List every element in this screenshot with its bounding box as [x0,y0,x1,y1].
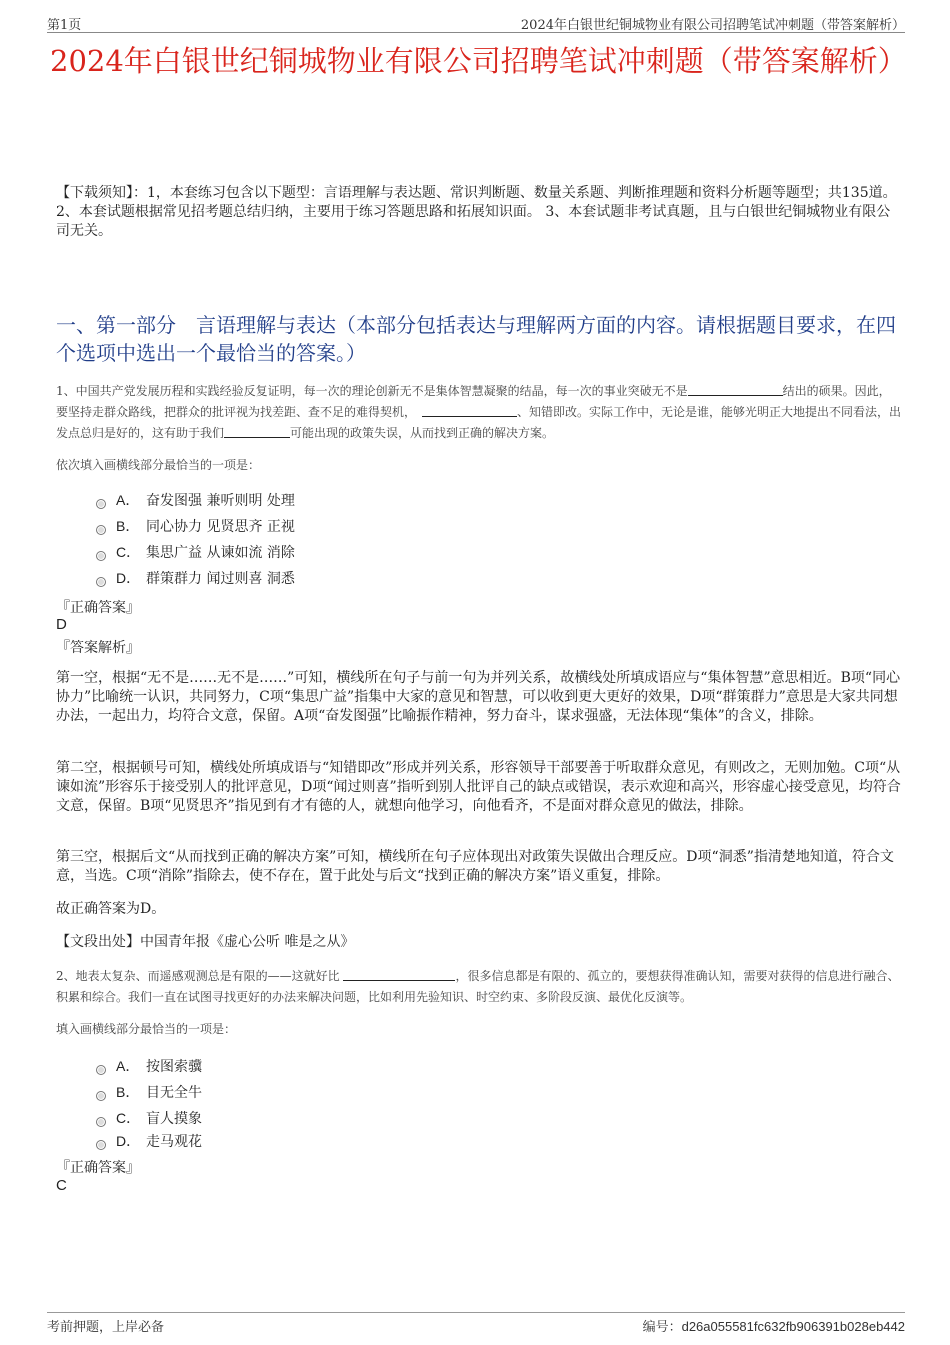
analysis-paragraph: 第三空，根据后文“从而找到正确的解决方案”可知，横线所在句子应体现出对政策失误做出合理反应。D项“洞悉”指清楚地知道，符合文意，当选。C项“消除”指除去，使不存在，置于此处与后文“找到正确的解决方案”语义重复，排除。 [56,849,894,884]
option-text: 按图索骥 [146,1059,202,1075]
q2-text-part: ，很多信息都是有限的、孤立的，要想获得准确认知，需要对获得的信息进行融合、积累和综合。我们一直在试图寻找更好的办法来解决问题，比如利用先验知识、时空约束、多阶段反演、最优化反演等。 [56,969,900,1004]
question-2-prompt: 填入画横线部分最恰当的一项是： [56,1022,237,1036]
page-header [47,12,905,33]
q1-text-part: 1、中国共产党发展历程和实践经验反复证明，每一次的理论创新无不是集体智慧凝聚的结晶，每一次的事业突破无不是 [56,384,688,398]
option-text: 群策群力 闻过则喜 洞悉 [146,571,295,587]
radio-icon[interactable] [96,499,106,509]
radio-icon[interactable] [96,525,106,535]
option-letter: B． [116,1084,140,1100]
option-a[interactable] [96,1053,202,1079]
option-letter: D． [116,570,141,586]
option-b[interactable] [96,1079,202,1105]
analysis-paragraph: 第一空，根据“无不是……无不是……”可知，横线所在句子与前一句为并列关系，故横线处所填成语应与“集体智慧”意思相近。B项“同心协力”比喻统一认识，共同努力，C项“集思广益”指集中大家的意见和智慧，可以收到更大更好的效果，D项“群策群力”意思是大家共同想办法，一起出力，均符合文意，保留。A项“奋发图强”比喻振作精神，努力奋斗，谋求强盛，无法体现“集体”的含义，排除。 [56,670,901,724]
answer-value: D [56,616,67,633]
header-doc-title: 2024年白银世纪铜城物业有限公司招聘笔试冲刺题（带答案解析） [520,18,905,33]
fill-blank [422,403,517,417]
radio-icon[interactable] [96,1117,106,1127]
question-2-stem [56,966,902,1008]
answer-label: 『正确答案』 [56,1160,140,1176]
question-1-stem [56,381,902,444]
fill-blank [343,967,455,981]
question-1-prompt: 依次填入画横线部分最恰当的一项是： [56,458,261,472]
document-title: 2024年白银世纪铜城物业有限公司招聘笔试冲刺题（带答案解析） [50,44,907,78]
option-a[interactable] [96,487,295,513]
q1-text-part: 可能出现的政策失误，从而找到正确的解决方案。 [290,426,555,440]
source-citation: 【文段出处】中国青年报《虚心公听 唯是之从》 [56,934,355,950]
option-text: 同心协力 见贤思齐 正视 [146,519,295,535]
q2-text-part: 2、地表太复杂、而遥感观测总是有限的——这就好比 [56,969,340,983]
section-heading: 一、第一部分 言语理解与表达（本部分包括表达与理解两方面的内容。请根据题目要求，在四个选项中选出一个最恰当的答案。） [56,313,896,365]
option-c[interactable] [96,1105,202,1131]
option-text: 目无全牛 [146,1085,202,1101]
analysis-label: 『答案解析』 [56,640,140,656]
footer-slogan: 考前押题，上岸必备 [47,1320,165,1335]
code-value: d26a055581fc632fb906391b028eb442 [681,1319,905,1334]
document-code [643,1316,905,1335]
radio-icon[interactable] [96,577,106,587]
option-letter: B． [116,518,140,534]
option-d[interactable] [96,565,295,591]
option-letter: C． [116,1110,141,1126]
fill-blank [224,424,290,438]
option-letter: C． [116,544,141,560]
option-letter: A． [116,492,140,508]
option-text: 走马观花 [146,1134,202,1150]
question-2-options [96,1053,202,1151]
radio-icon[interactable] [96,1091,106,1101]
option-text: 奋发图强 兼听则明 处理 [146,493,295,509]
page-footer [47,1312,905,1335]
radio-icon[interactable] [96,1140,106,1150]
option-d[interactable] [96,1131,202,1151]
q1-text-part: 结出的硕果。因此，要坚持走群众路线，把群众的批评视为找差距、查不足的难得契机， [56,384,891,419]
code-label: 编号： [642,1320,682,1335]
option-b[interactable] [96,513,295,539]
option-c[interactable] [96,539,295,565]
fill-blank [688,382,783,396]
answer-value: C [56,1177,67,1194]
answer-label: 『正确答案』 [56,600,140,616]
download-notice: 【下载须知】：1，本套练习包含以下题型：言语理解与表达题、常识判断题、数量关系题、判断推理题和资料分析题等题型；共135道。 2、本套试题根据常见招考题总结归纳，主要用于练习答题思路和拓展知识面。 3、本套试题非考试真题，且与白银世纪铜城物业有限公司无关。 [56,185,897,239]
radio-icon[interactable] [96,1065,106,1075]
option-text: 盲人摸象 [146,1111,202,1127]
option-letter: A． [116,1058,140,1074]
analysis-paragraph: 第二空，根据顿号可知，横线处所填成语与“知错即改”形成并列关系，形容领导干部要善于听取群众意见，有则改之，无则加勉。C项“从谏如流”形容乐于接受别人的批评意见，D项“闻过则喜”指听到别人批评自己的缺点或错误，表示欢迎和高兴，形容虚心接受意见，均符合文意，保留。B项“见贤思齐”指见到有才有德的人，就想向他学习，向他看齐，不是面对群众意见的做法，排除。 [56,760,901,814]
q1-text-part: 、知错即改。实际工作中，无论是谁，能够光明正大地提出不同看法，出发点总归是好的，这有助于我们 [56,405,902,440]
page-number: 第1页 [47,18,82,33]
option-text: 集思广益 从谏如流 消除 [146,545,295,561]
option-letter: D． [116,1133,141,1149]
radio-icon[interactable] [96,551,106,561]
question-1-options [96,487,295,591]
analysis-conclusion: 故正确答案为D。 [56,901,166,917]
